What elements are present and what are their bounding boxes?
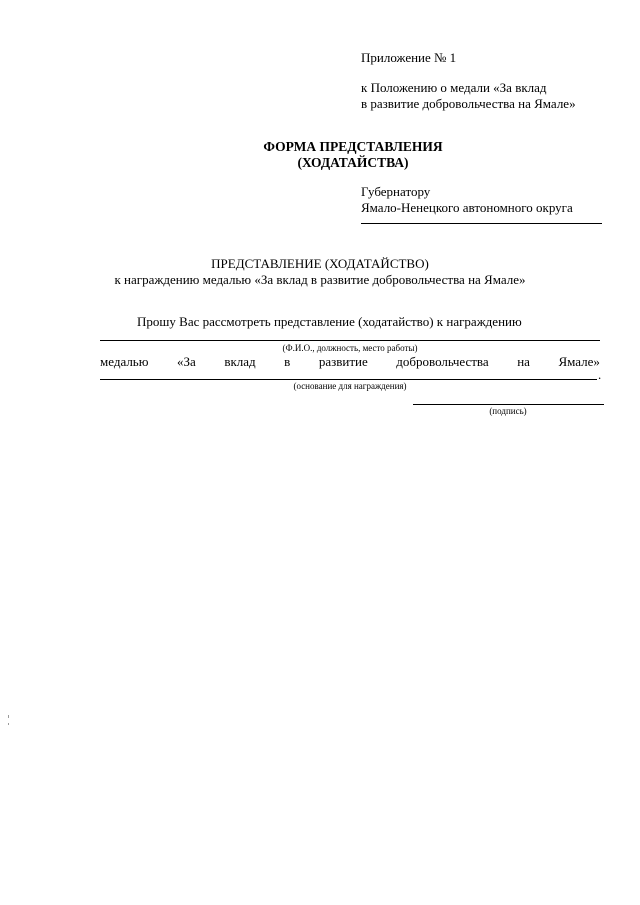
form-title-line-1: ФОРМА ПРЕДСТАВЛЕНИЯ bbox=[263, 139, 443, 154]
document-title-line-2: к награждению медалью «За вклад в развитие добровольчества на Ямале» bbox=[114, 272, 526, 287]
scan-mark bbox=[8, 715, 9, 718]
document-title-line-1: ПРЕДСТАВЛЕНИЕ (ХОДАТАЙСТВО) bbox=[211, 256, 429, 271]
medal-word: Ямале» bbox=[558, 354, 600, 369]
medal-word: на bbox=[517, 354, 530, 369]
signature-line bbox=[413, 404, 604, 405]
basis-period: . bbox=[598, 367, 602, 382]
request-text: Прошу Вас рассмотреть представление (ходатайство) к награждению bbox=[137, 314, 522, 329]
fio-fill-line bbox=[100, 340, 600, 341]
medal-name-row bbox=[100, 354, 600, 370]
appendix-reference-line-2: в развитие добровольчества на Ямале» bbox=[361, 96, 576, 111]
signature-caption: (подпись) bbox=[489, 406, 527, 416]
medal-word: в bbox=[284, 354, 291, 369]
basis-fill-line bbox=[100, 379, 597, 380]
scan-mark bbox=[8, 723, 9, 725]
addressee-line-2: Ямало-Ненецкого автономного округа bbox=[361, 200, 573, 215]
addressee-line-1: Губернатору bbox=[361, 184, 431, 199]
medal-word: вклад bbox=[224, 354, 256, 369]
addressee-name-line bbox=[361, 223, 602, 224]
fio-caption: (Ф.И.О., должность, место работы) bbox=[282, 343, 418, 353]
medal-word: медалью bbox=[100, 354, 149, 369]
appendix-reference-line-1: к Положению о медали «За вклад bbox=[361, 80, 547, 95]
medal-word: добровольчества bbox=[396, 354, 489, 369]
medal-word: развитие bbox=[318, 354, 368, 369]
form-title-line-2: (ХОДАТАЙСТВА) bbox=[297, 155, 409, 170]
appendix-number: Приложение № 1 bbox=[361, 50, 457, 65]
basis-caption: (основание для награждения) bbox=[293, 381, 407, 391]
medal-word: «За bbox=[176, 354, 196, 369]
